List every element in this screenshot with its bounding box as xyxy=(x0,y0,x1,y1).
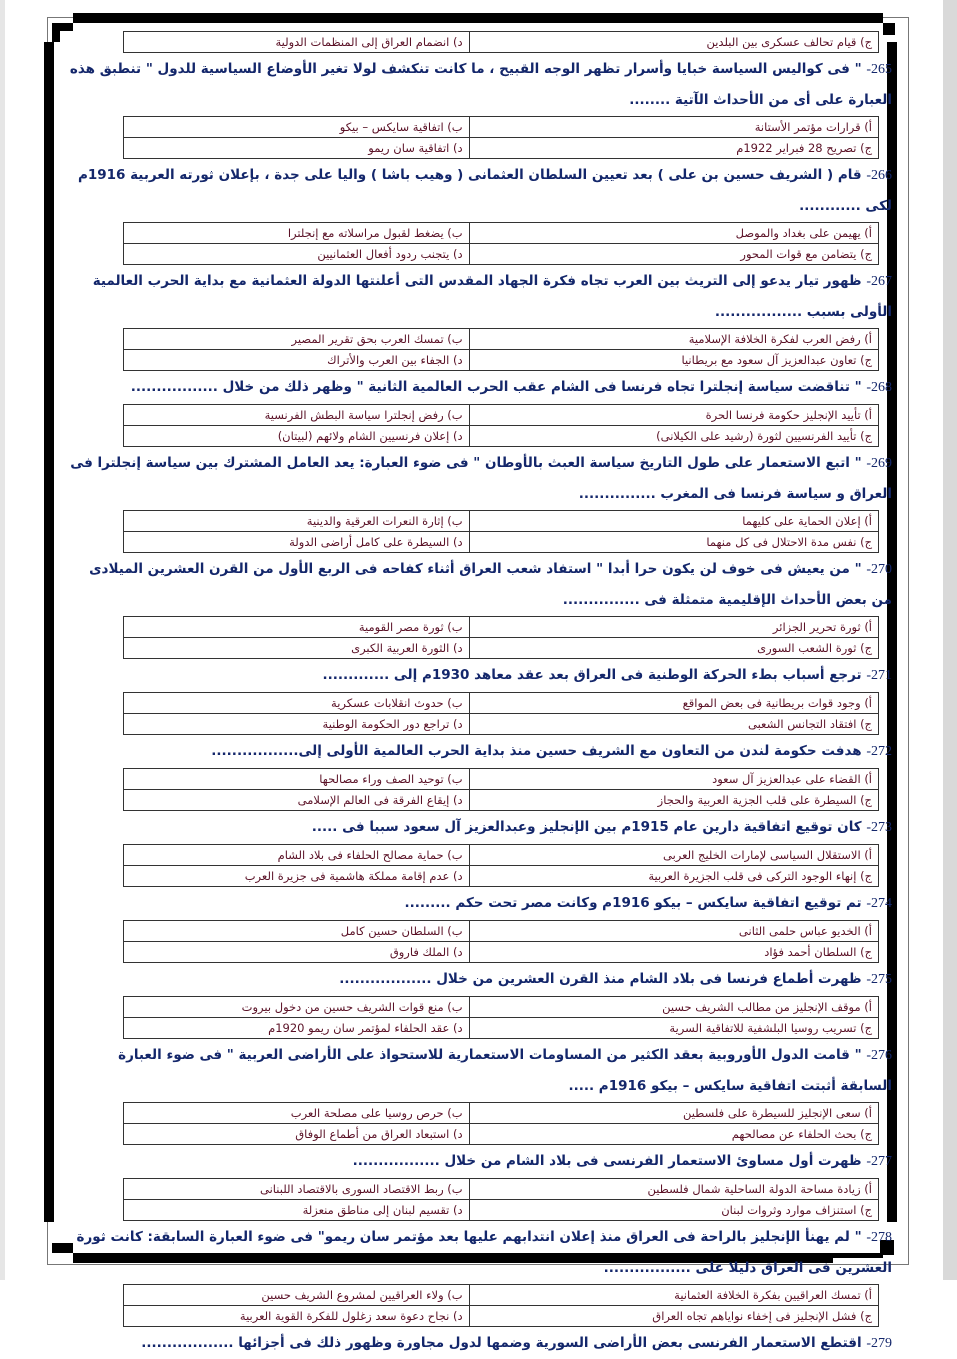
option-b[interactable]: ب) اتفاقية سايكس – بيكو xyxy=(124,117,470,138)
question-stem xyxy=(66,1328,894,1359)
option-d[interactable]: د) استبعاد العراق من أطماع الوفاق xyxy=(124,1124,470,1145)
frame-top-bar xyxy=(73,13,833,23)
options-row xyxy=(124,1306,879,1327)
question-number: 271- xyxy=(866,668,892,683)
options-table xyxy=(123,996,879,1039)
options-row xyxy=(124,32,879,53)
question-275 xyxy=(66,964,894,1039)
option-a[interactable]: أ) تمسك العراقيين بفكرة الخلافة العثمانية xyxy=(469,1285,878,1306)
option-c[interactable]: ج) افتقاد التجانس الشعبى xyxy=(469,714,878,735)
options-table xyxy=(123,920,879,963)
question-stem xyxy=(66,554,894,615)
exam-content xyxy=(66,30,894,1359)
question-text: " تناقضت سياسة إنجلترا تجاه فرنسا فى الشام عقب الحرب العالمية الثانية " وظهر ذلك من خلال ................. xyxy=(130,379,862,395)
question-stem xyxy=(66,964,894,995)
options-row xyxy=(124,223,879,244)
options-row xyxy=(124,1124,879,1145)
option-c[interactable]: ج) إنهاء الوجود التركى فى قلب الجزيرة العربية xyxy=(469,866,878,887)
question-text: " قامت الدول الأوروبية بعقد الكثير من المساومات الاستعمارية للاستحواذ على الأراضى العربية " فى ضوء العبارة السابقة أثبتت اتفاقية سايكس – بيكو 1916م ..... xyxy=(118,1047,892,1094)
options-row xyxy=(124,790,879,811)
question-278 xyxy=(66,1222,894,1327)
option-c[interactable]: ج) بحث الحلفاء عن مصالحهم xyxy=(469,1124,878,1145)
option-d[interactable]: د) عقد الحلفاء لمؤتمر سان ريمو 1920م xyxy=(124,1018,470,1039)
question-268 xyxy=(66,372,894,447)
option-d[interactable]: د) تقسيم لبنان إلى مناطق منعزلة xyxy=(124,1200,470,1221)
option-a[interactable]: أ) الخديو عباس حلمى الثانى xyxy=(469,921,878,942)
partial-options-table xyxy=(123,31,879,53)
question-number: 265- xyxy=(866,62,892,77)
option-d[interactable]: د) إعلان فرنسيين الشام ولائهم (لبيتان) xyxy=(124,426,470,447)
option-b[interactable]: ب) حدوث انقلابات عسكرية xyxy=(124,693,470,714)
option-b[interactable]: ب) تمسك العرب بحق تقرير المصير xyxy=(124,329,470,350)
option-a[interactable]: أ) يهيمن على بغداد والموصل xyxy=(469,223,878,244)
option-d[interactable]: د) انضمام العراق إلى المنظمات الدولية xyxy=(124,32,470,53)
frame-left-corner xyxy=(52,23,60,42)
option-b[interactable]: ب) ثورة مصر القومية xyxy=(124,617,470,638)
question-267 xyxy=(66,266,894,371)
option-b[interactable]: ب) حرص روسيا على مصلحة العرب xyxy=(124,1103,470,1124)
question-number: 275- xyxy=(866,972,892,987)
option-a[interactable]: أ) رفض العرب لفكرة الخلافة الإسلامية xyxy=(469,329,878,350)
option-d[interactable]: د) عدم إقامة مملكة هاشمية فى جزيرة العرب xyxy=(124,866,470,887)
option-c[interactable]: ج) ثورة الشعب السورى xyxy=(469,638,878,659)
frame-top-right-bar xyxy=(833,13,883,23)
options-row xyxy=(124,1103,879,1124)
page-gutter-left xyxy=(0,0,5,1280)
option-c[interactable]: ج) استنزاف موارد وثروات لبنان xyxy=(469,1200,878,1221)
option-c[interactable]: ج) تصريح 28 فبراير 1922م xyxy=(469,138,878,159)
option-a[interactable]: أ) زيادة مساحة الدولة الساحلية شمال فلسطين xyxy=(469,1179,878,1200)
question-number: 266- xyxy=(866,168,892,183)
option-c[interactable]: ج) يتضامن مع قوات المحور xyxy=(469,244,878,265)
question-stem xyxy=(66,812,894,843)
question-273 xyxy=(66,812,894,887)
question-text: هدفت حكومة لندن من التعاون مع الشريف حسين منذ بداية الحرب العالمية الأولى إلى................. xyxy=(211,743,862,759)
question-272 xyxy=(66,736,894,811)
question-stem xyxy=(66,1040,894,1101)
option-a[interactable]: أ) إعلان الحماية على كليهما xyxy=(469,511,878,532)
option-b[interactable]: ب) رفض إنجلترا سياسة البطش الفرنسية xyxy=(124,405,470,426)
options-row xyxy=(124,138,879,159)
question-number: 274- xyxy=(866,896,892,911)
option-b[interactable]: ب) السلطان حسين كامل xyxy=(124,921,470,942)
option-d[interactable]: د) يتجنب ردود أفعال العثمانيين xyxy=(124,244,470,265)
question-269 xyxy=(66,448,894,553)
option-d[interactable]: د) تراجع دور الحكومة الوطنية xyxy=(124,714,470,735)
option-c[interactable]: ج) تأييد الفرنسيين لثورة (رشيد على الكيلانى) xyxy=(469,426,878,447)
option-c[interactable]: ج) فشل الإنجليز فى إخفاء نواياهم تجاه العراق xyxy=(469,1306,878,1327)
options-table xyxy=(123,616,879,659)
options-table xyxy=(123,768,879,811)
question-number: 277- xyxy=(866,1154,892,1169)
options-row xyxy=(124,1200,879,1221)
option-a[interactable]: أ) الاستقلال السياسى لإمارات الخليج العربى xyxy=(469,845,878,866)
options-table xyxy=(123,844,879,887)
option-d[interactable]: د) الجفاء بين العرب والأتراك xyxy=(124,350,470,371)
option-b[interactable]: ب) حماية مصالح الحلفاء فى بلاد الشام xyxy=(124,845,470,866)
option-b[interactable]: ب) إثارة النعرات العرقية والدينية xyxy=(124,511,470,532)
options-row xyxy=(124,244,879,265)
option-a[interactable]: أ) موقف الإنجليز من مطالب الشريف حسين xyxy=(469,997,878,1018)
question-stem xyxy=(66,888,894,919)
options-row xyxy=(124,769,879,790)
question-265 xyxy=(66,54,894,159)
options-row xyxy=(124,1179,879,1200)
option-c[interactable]: ج) قيام تحالف عسكرى بين البلدين xyxy=(469,32,878,53)
frame-left-bar xyxy=(44,42,54,1222)
option-a[interactable]: أ) قرارات مؤتمر الأستانة xyxy=(469,117,878,138)
options-row xyxy=(124,532,879,553)
question-text: ظهرت أطماع فرنسا فى بلاد الشام منذ القرن العشرين من خلال .................. xyxy=(339,971,862,987)
question-number: 267- xyxy=(866,274,892,289)
options-table xyxy=(123,116,879,159)
question-stem xyxy=(66,736,894,767)
question-stem xyxy=(66,266,894,327)
question-text: " من يعيش فى خوف لن يكون حرا أبدا " استفاد شعب العراق أثناء كفاحه فى الربع الأول من القرن العشرين الميلادى من بعض الأحداث الإقليمية متمثلة فى ............... xyxy=(89,561,892,608)
question-number: 273- xyxy=(866,820,892,835)
question-text: اقتطع الاستعمار الفرنسى بعض الأراضى السورية وضمها لدول مجاورة وظهور ذلك فى أجزائها .................. xyxy=(141,1335,862,1351)
option-a[interactable]: أ) القضاء على عبدالعزيز آل سعود xyxy=(469,769,878,790)
option-a[interactable]: أ) سعى الإنجليز للسيطرة على فلسطين xyxy=(469,1103,878,1124)
question-number: 272- xyxy=(866,744,892,759)
question-text: " لم يهنأ الإنجليز بالراحة فى العراق منذ إعلان انتدابهم عليها بعد مؤتمر سان ريمو" فى ضوء العبارة السابقة: كانت ثورة العشرين فى العراق دليلا على ................. xyxy=(76,1229,892,1276)
question-stem xyxy=(66,1222,894,1283)
option-c[interactable]: ج) السيطرة على قلب الجزية العربية والحجاز xyxy=(469,790,878,811)
options-table xyxy=(123,692,879,735)
question-stem xyxy=(66,660,894,691)
option-a[interactable]: أ) تأييد الإنجليز حكومة فرنسا الحرة xyxy=(469,405,878,426)
options-row xyxy=(124,693,879,714)
options-table xyxy=(123,1284,879,1327)
options-row xyxy=(124,1285,879,1306)
option-b[interactable]: ب) يضغط لقبول مراسلاته مع إنجلترا xyxy=(124,223,470,244)
question-274 xyxy=(66,888,894,963)
question-stem xyxy=(66,54,894,115)
options-table xyxy=(123,510,879,553)
options-table xyxy=(123,222,879,265)
page-gutter-right xyxy=(943,0,957,1280)
option-b[interactable]: ب) منع قوات الشريف حسين من دخول بيروت xyxy=(124,997,470,1018)
options-row xyxy=(124,329,879,350)
question-text: كان توقيع اتفاقية دارين عام 1915م بين الإنجليز وعبدالعزيز آل سعود سببا فى ..... xyxy=(311,819,862,835)
question-stem xyxy=(66,1146,894,1177)
option-d[interactable]: د) إيقاع الفرقة فى العالم الإسلامى xyxy=(124,790,470,811)
question-276 xyxy=(66,1040,894,1145)
options-table xyxy=(123,1178,879,1221)
option-b[interactable]: ب) ولاء العراقيين لمشروع الشريف حسين xyxy=(124,1285,470,1306)
question-279 xyxy=(66,1328,894,1359)
question-number: 279- xyxy=(866,1336,892,1351)
question-number: 276- xyxy=(866,1048,892,1063)
question-stem xyxy=(66,160,894,221)
option-b[interactable]: ب) توحيد الصف وراء مصالحها xyxy=(124,769,470,790)
question-number: 268- xyxy=(866,380,892,395)
question-number: 269- xyxy=(866,456,892,471)
option-a[interactable]: أ) ثورة تحرير الجزائر xyxy=(469,617,878,638)
options-row xyxy=(124,845,879,866)
options-row xyxy=(124,617,879,638)
options-row xyxy=(124,1018,879,1039)
question-stem xyxy=(66,372,894,403)
question-277 xyxy=(66,1146,894,1221)
options-table xyxy=(123,404,879,447)
question-266 xyxy=(66,160,894,265)
options-row xyxy=(124,350,879,371)
question-text: " اتبع الاستعمار على طول التاريخ سياسة العبث بالأوطان " فى ضوء العبارة: يعد العامل المشترك بين سياسة إنجلترا فى العراق و سياسة فرنسا فى المغرب ............... xyxy=(70,455,892,502)
options-table xyxy=(123,328,879,371)
question-text: ترجع أسباب بطء الحركة الوطنية فى العراق بعد عقد معاهد 1930م إلى ............. xyxy=(322,667,862,683)
options-row xyxy=(124,638,879,659)
options-table xyxy=(123,1102,879,1145)
question-number: 270- xyxy=(866,562,892,577)
options-row xyxy=(124,714,879,735)
question-text: قام ( الشريف حسين بن على ) بعد تعيين السلطان العثمانى ( وهيب باشا ) واليا على جدة ، بإعلان ثورته العربية 1916م لكى ............ xyxy=(77,167,892,214)
option-d[interactable]: د) السيطرة على كامل أراضى الدولة xyxy=(124,532,470,553)
option-b[interactable]: ب) ربط الاقتصاد السورى بالاقتصاد اللبنانى xyxy=(124,1179,470,1200)
option-c[interactable]: ج) تسريب روسيا البلشفية للاتفاقية السرية xyxy=(469,1018,878,1039)
option-a[interactable]: أ) وجود قوات بريطانية فى بعض المواقع xyxy=(469,693,878,714)
options-row xyxy=(124,511,879,532)
question-text: تم توقيع اتفاقية سايكس – بيكو 1916م وكانت مصر تحت حكم ......... xyxy=(404,895,862,911)
question-stem xyxy=(66,448,894,509)
options-row xyxy=(124,426,879,447)
option-c[interactable]: ج) تعاون عبدالعزيز آل سعود مع بريطانيا xyxy=(469,350,878,371)
option-c[interactable]: ج) السلطان أحمد فؤاد xyxy=(469,942,878,963)
options-row xyxy=(124,942,879,963)
option-d[interactable]: د) الثورة العربية الكبرى xyxy=(124,638,470,659)
options-row xyxy=(124,997,879,1018)
question-text: ظهرت أول مساوئ الاستعمار الفرنسى فى بلاد الشام من خلال ................. xyxy=(352,1153,862,1169)
options-row xyxy=(124,117,879,138)
question-270 xyxy=(66,554,894,659)
options-row xyxy=(124,405,879,426)
options-row xyxy=(124,866,879,887)
question-text: " فى كواليس السياسة خبايا وأسرار تظهر الوجه القبيح ، ما كانت تنكشف لولا تغير الأوضاع السياسية للدول " تنطبق هذه العبارة على أى من الأحداث الآتية ........ xyxy=(69,61,892,108)
question-text: ظهور تيار يدعو إلى التريث بين العرب تجاه فكرة الجهاد المقدس التى أعلنتها الدولة العثمانية مع بداية الحرب العالمية الأولى بسبب ................. xyxy=(92,273,892,320)
option-d[interactable]: د) نجاح دعوة سعد زغلول للفكرة القوية العربية xyxy=(124,1306,470,1327)
option-d[interactable]: د) اتفاقية سان ريمو xyxy=(124,138,470,159)
question-number: 278- xyxy=(866,1230,892,1245)
options-row xyxy=(124,921,879,942)
option-d[interactable]: د) الملك فاروق xyxy=(124,942,470,963)
option-c[interactable]: ج) نفس مدة الاحتلال فى كل منهما xyxy=(469,532,878,553)
question-271 xyxy=(66,660,894,735)
